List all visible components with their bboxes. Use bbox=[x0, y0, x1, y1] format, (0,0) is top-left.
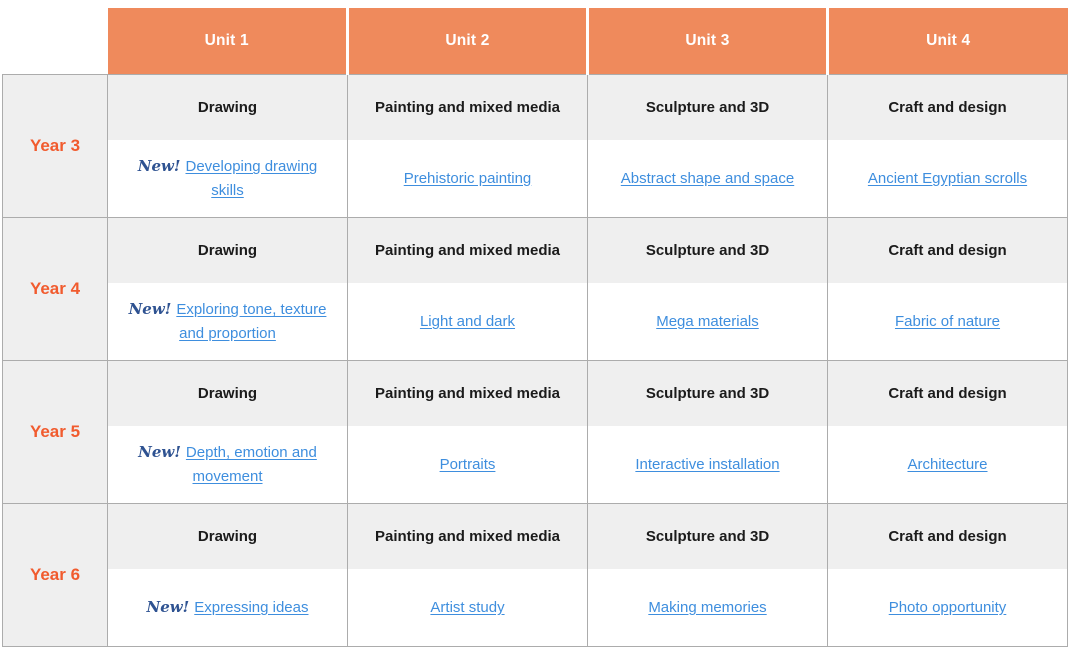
category-cell: Drawing bbox=[108, 75, 348, 141]
category-cell: Sculpture and 3D bbox=[588, 218, 828, 284]
category-cell: Drawing bbox=[108, 361, 348, 427]
year-5-link-row bbox=[3, 426, 1068, 504]
unit-link[interactable]: Depth, emotion and movement bbox=[185, 444, 317, 485]
unit-link[interactable]: Exploring tone, texture and proportion bbox=[176, 301, 327, 342]
unit-link[interactable]: Artist study bbox=[430, 598, 505, 616]
unit-4-header: Unit 4 bbox=[828, 8, 1068, 75]
unit-link-cell bbox=[348, 426, 588, 504]
unit-link-cell bbox=[108, 140, 348, 218]
unit-link[interactable]: Photo opportunity bbox=[888, 598, 1007, 616]
new-badge: New! bbox=[128, 300, 172, 319]
unit-link[interactable]: Portraits bbox=[439, 455, 496, 473]
category-cell: Craft and design bbox=[828, 75, 1068, 141]
unit-link-cell bbox=[348, 283, 588, 361]
category-cell: Sculpture and 3D bbox=[588, 504, 828, 570]
unit-link-cell bbox=[588, 140, 828, 218]
category-cell: Painting and mixed media bbox=[348, 75, 588, 141]
unit-1-header: Unit 1 bbox=[108, 8, 348, 75]
category-cell: Painting and mixed media bbox=[348, 361, 588, 427]
unit-link-cell bbox=[348, 140, 588, 218]
category-cell: Sculpture and 3D bbox=[588, 75, 828, 141]
category-cell: Craft and design bbox=[828, 504, 1068, 570]
corner-spacer bbox=[3, 8, 108, 75]
unit-link[interactable]: Fabric of nature bbox=[894, 312, 1001, 330]
new-badge: New! bbox=[146, 597, 190, 616]
category-cell: Painting and mixed media bbox=[348, 218, 588, 284]
unit-link[interactable]: Architecture bbox=[907, 455, 988, 473]
unit-link-cell bbox=[108, 426, 348, 504]
category-cell: Painting and mixed media bbox=[348, 504, 588, 570]
unit-link-cell bbox=[108, 283, 348, 361]
unit-header-row bbox=[3, 8, 1068, 75]
new-badge: New! bbox=[137, 157, 181, 176]
new-badge: New! bbox=[138, 443, 181, 462]
unit-link[interactable]: Making memories bbox=[648, 598, 767, 616]
category-cell: Craft and design bbox=[828, 218, 1068, 284]
category-cell: Drawing bbox=[108, 218, 348, 284]
year-3-link-row bbox=[3, 140, 1068, 218]
unit-link-cell bbox=[588, 283, 828, 361]
unit-3-header: Unit 3 bbox=[588, 8, 828, 75]
category-cell: Craft and design bbox=[828, 361, 1068, 427]
year-4-label: Year 4 bbox=[3, 218, 108, 361]
year-3-label: Year 3 bbox=[3, 75, 108, 218]
year-5-category-row bbox=[3, 361, 1068, 427]
unit-link-cell bbox=[588, 426, 828, 504]
category-cell: Sculpture and 3D bbox=[588, 361, 828, 427]
unit-link[interactable]: Expressing ideas bbox=[194, 598, 309, 616]
unit-link[interactable]: Mega materials bbox=[656, 312, 759, 330]
curriculum-table bbox=[2, 8, 1068, 647]
unit-link-cell bbox=[828, 140, 1068, 218]
unit-link-cell bbox=[108, 569, 348, 647]
unit-link[interactable]: Abstract shape and space bbox=[620, 169, 795, 187]
year-6-label: Year 6 bbox=[3, 504, 108, 647]
year-4-link-row bbox=[3, 283, 1068, 361]
category-cell: Drawing bbox=[108, 504, 348, 570]
year-6-category-row bbox=[3, 504, 1068, 570]
unit-link-cell bbox=[588, 569, 828, 647]
unit-link[interactable]: Developing drawing skills bbox=[185, 158, 318, 199]
unit-link[interactable]: Light and dark bbox=[419, 312, 516, 330]
unit-link[interactable]: Ancient Egyptian scrolls bbox=[867, 169, 1028, 187]
year-4-category-row bbox=[3, 218, 1068, 284]
unit-link-cell bbox=[828, 283, 1068, 361]
year-5-label: Year 5 bbox=[3, 361, 108, 504]
unit-link[interactable]: Interactive installation bbox=[635, 455, 780, 473]
year-6-link-row bbox=[3, 569, 1068, 647]
unit-2-header: Unit 2 bbox=[348, 8, 588, 75]
unit-link[interactable]: Prehistoric painting bbox=[403, 169, 532, 187]
unit-link-cell bbox=[828, 426, 1068, 504]
year-3-category-row bbox=[3, 75, 1068, 141]
unit-link-cell bbox=[348, 569, 588, 647]
unit-link-cell bbox=[828, 569, 1068, 647]
